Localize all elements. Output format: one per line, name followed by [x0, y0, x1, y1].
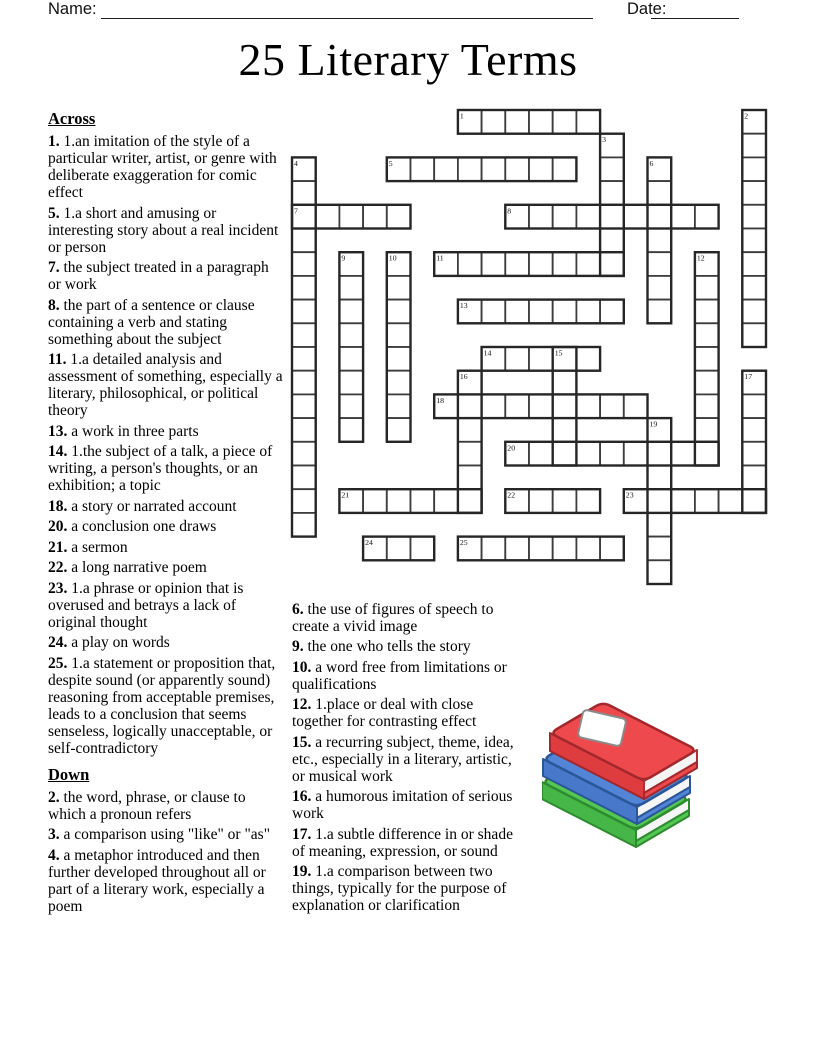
clue-number-8: 8 [507, 206, 512, 216]
grid-cell[interactable] [600, 442, 624, 466]
grid-cell[interactable] [529, 489, 553, 513]
grid-cell[interactable] [553, 442, 577, 466]
grid-cell[interactable] [742, 323, 766, 347]
page-title: 25 Literary Terms [238, 34, 578, 85]
clue-number-3: 3 [602, 135, 607, 145]
grid-cell[interactable] [671, 489, 695, 513]
grid-cell[interactable] [292, 394, 316, 418]
grid-cell[interactable] [339, 371, 363, 395]
grid-cell[interactable] [695, 394, 719, 418]
grid-cell[interactable] [742, 489, 766, 513]
grid-cell[interactable] [363, 205, 387, 229]
grid-cell[interactable] [292, 466, 316, 490]
grid-cell[interactable] [695, 418, 719, 442]
grid-cell[interactable] [742, 205, 766, 229]
grid-cell[interactable] [695, 371, 719, 395]
clue-item-11: 11. 1.a detailed analysis and assessment of something, especially a literary, philosophical, or political theory [48, 351, 283, 419]
clues-column-middle [292, 597, 526, 918]
clue-item-15: 15. a recurring subject, theme, idea, etc., especially in a literary, artistic, or musical work [292, 733, 514, 785]
grid-cell[interactable] [339, 347, 363, 371]
clue-number-19: 19 [649, 419, 658, 429]
clue-number-13: 13 [459, 301, 468, 311]
grid-cell[interactable] [553, 418, 577, 442]
grid-cell[interactable] [482, 394, 506, 418]
grid-cell[interactable] [363, 489, 387, 513]
clue-number-7: 7 [294, 206, 298, 216]
grid-cell[interactable] [742, 157, 766, 181]
clue-item-23: 23. 1.a phrase or opinion that is overused and betrays a lack of original thought [48, 579, 244, 631]
name-blank-line[interactable] [101, 3, 593, 19]
grid-cell[interactable] [553, 300, 577, 324]
grid-cell[interactable] [482, 252, 506, 276]
grid-cell[interactable] [339, 418, 363, 442]
grid-cell[interactable] [576, 110, 600, 134]
clue-item-19: 19. 1.a comparison between two things, typically for the purpose of explanation or clarification [292, 863, 507, 914]
grid-cell[interactable] [411, 489, 435, 513]
grid-cell[interactable] [600, 394, 624, 418]
grid-cell[interactable] [505, 252, 529, 276]
grid-cell[interactable] [742, 229, 766, 253]
grid-cell[interactable] [482, 300, 506, 324]
clue-number-25: 25 [459, 538, 468, 548]
grid-cell[interactable] [505, 394, 529, 418]
grid-cell[interactable] [339, 323, 363, 347]
grid-cell[interactable] [648, 252, 672, 276]
grid-cell[interactable] [434, 157, 458, 181]
grid-cell[interactable] [292, 181, 316, 205]
date-blank-line[interactable] [651, 3, 739, 19]
grid-cell[interactable] [742, 394, 766, 418]
grid-cell[interactable] [648, 205, 672, 229]
grid-cell[interactable] [695, 276, 719, 300]
grid-cell[interactable] [576, 205, 600, 229]
grid-cell[interactable] [553, 537, 577, 561]
grid-cell[interactable] [505, 347, 529, 371]
clue-number-1: 1 [459, 111, 464, 121]
grid-cell[interactable] [648, 466, 672, 490]
grid-cell[interactable] [458, 394, 482, 418]
grid-cell[interactable] [529, 394, 553, 418]
clue-number-23: 23 [625, 490, 634, 500]
grid-cell[interactable] [695, 489, 719, 513]
grid-cell[interactable] [695, 300, 719, 324]
grid-cell[interactable] [387, 394, 411, 418]
clue-number-6: 6 [649, 158, 654, 168]
grid-cell[interactable] [458, 442, 482, 466]
across-clues [48, 133, 284, 757]
clue-item-25: 25. 1.a statement or proposition that, despite sound (or apparently sound) reasoning from acceptable premises, leads to a conclusion that seems senseless, logically unacceptable, or self-contradictory [48, 654, 276, 757]
grid-cell[interactable] [292, 229, 316, 253]
clue-item-14: 14. 1.the subject of a talk, a piece of writing, a person's thoughts, or an exhibition; a topic [48, 443, 273, 494]
grid-cell[interactable] [292, 371, 316, 395]
clue-number-11: 11 [436, 253, 444, 263]
across-heading: Across [48, 109, 96, 128]
grid-cell[interactable] [624, 205, 648, 229]
clue-number-12: 12 [696, 253, 705, 263]
grid-cell[interactable] [387, 537, 411, 561]
clue-item-21: 21. a sermon [48, 538, 128, 556]
grid-cell[interactable] [292, 442, 316, 466]
grid-cell[interactable] [458, 418, 482, 442]
grid-cell[interactable] [600, 181, 624, 205]
grid-cell[interactable] [600, 157, 624, 181]
clue-item-13: 13. a work in three parts [48, 422, 199, 440]
grid-cell[interactable] [624, 394, 648, 418]
clue-item-6: 6. the use of figures of speech to create a vivid image [292, 600, 494, 635]
grid-cell[interactable] [458, 252, 482, 276]
grid-cell[interactable] [292, 347, 316, 371]
grid-cell[interactable] [292, 418, 316, 442]
grid-cell[interactable] [648, 513, 672, 537]
grid-cell[interactable] [529, 252, 553, 276]
grid-cell[interactable] [482, 110, 506, 134]
grid-cell[interactable] [624, 442, 648, 466]
grid-cell[interactable] [742, 418, 766, 442]
grid-cell[interactable] [529, 157, 553, 181]
grid-cell[interactable] [742, 300, 766, 324]
grid-cell[interactable] [600, 537, 624, 561]
grid-cell[interactable] [742, 276, 766, 300]
grid-cell[interactable] [292, 323, 316, 347]
grid-cell[interactable] [529, 300, 553, 324]
grid-cell[interactable] [434, 489, 458, 513]
clue-item-18: 18. a story or narrated account [48, 497, 237, 515]
clue-item-4: 4. a metaphor introduced and then further developed throughout all or part of a literary work, especially a poem [48, 846, 266, 915]
clue-number-24: 24 [365, 538, 373, 548]
grid-cell[interactable] [411, 157, 435, 181]
grid-cell[interactable] [695, 442, 719, 466]
grid-cell[interactable] [742, 134, 766, 158]
grid-cell[interactable] [505, 300, 529, 324]
grid-cell[interactable] [553, 110, 577, 134]
grid-cell[interactable] [671, 205, 695, 229]
clue-item-8: 8. the part of a sentence or clause containing a verb and stating something about the subject [48, 296, 255, 348]
grid-cell[interactable] [387, 276, 411, 300]
clue-item-2: 2. the word, phrase, or clause to which a pronoun refers [48, 788, 246, 823]
grid-cell[interactable] [505, 110, 529, 134]
grid-cell[interactable] [576, 300, 600, 324]
grid-cell[interactable] [553, 371, 577, 395]
grid-cell[interactable] [695, 205, 719, 229]
clue-number-14: 14 [483, 348, 492, 358]
grid-cell[interactable] [648, 181, 672, 205]
date-label: Date: [627, 0, 667, 18]
clue-number-17: 17 [744, 372, 753, 382]
clue-number-15: 15 [554, 348, 563, 358]
clue-item-7: 7. the subject treated in a paragraph or work [48, 259, 269, 293]
grid-cell[interactable] [529, 537, 553, 561]
grid-cell[interactable] [576, 394, 600, 418]
clue-item-3: 3. a comparison using "like" or "as" [48, 826, 271, 843]
grid-cell[interactable] [553, 394, 577, 418]
grid-cell[interactable] [553, 157, 577, 181]
grid-cell[interactable] [292, 252, 316, 276]
grid-cell[interactable] [387, 205, 411, 229]
grid-cell[interactable] [529, 205, 553, 229]
grid-cell[interactable] [505, 157, 529, 181]
clue-number-4: 4 [294, 158, 298, 168]
grid-cell[interactable] [742, 466, 766, 490]
grid-cell[interactable] [695, 347, 719, 371]
grid-cell[interactable] [576, 252, 600, 276]
grid-cell[interactable] [339, 205, 363, 229]
grid-cell[interactable] [482, 157, 506, 181]
grid-cell[interactable] [600, 300, 624, 324]
grid-cell[interactable] [576, 442, 600, 466]
name-label: Name: [48, 0, 97, 18]
grid-cell[interactable] [742, 252, 766, 276]
clue-number-9: 9 [341, 253, 346, 263]
clue-item-17: 17. 1.a subtle difference in or shade of meaning, expression, or sound [292, 825, 513, 860]
down-clues-col2 [292, 601, 526, 915]
grid-cell[interactable] [339, 300, 363, 324]
grid-cell[interactable] [387, 300, 411, 324]
down-heading: Down [48, 764, 90, 784]
grid-cell[interactable] [553, 489, 577, 513]
grid-cell[interactable] [292, 276, 316, 300]
grid-cell[interactable] [600, 205, 624, 229]
grid-cell[interactable] [387, 323, 411, 347]
clue-item-9: 9. the one who tells the story [292, 638, 471, 655]
grid-cell[interactable] [387, 347, 411, 371]
grid-cell[interactable] [458, 489, 482, 513]
crossword-grid[interactable] [290, 108, 768, 586]
grid-cell[interactable] [553, 252, 577, 276]
grid-cell[interactable] [648, 442, 672, 466]
grid-cell[interactable] [387, 371, 411, 395]
clue-number-2: 2 [744, 111, 749, 121]
grid-cell[interactable] [292, 300, 316, 324]
books-clipart [542, 692, 712, 850]
grid-cell[interactable] [339, 394, 363, 418]
grid-cell[interactable] [529, 347, 553, 371]
clue-item-10: 10. a word free from limitations or qualifications [292, 658, 507, 693]
down-clues-col1 [48, 789, 284, 915]
grid-cell[interactable] [576, 347, 600, 371]
grid-cell[interactable] [742, 181, 766, 205]
grid-cell[interactable] [482, 537, 506, 561]
grid-cell[interactable] [529, 110, 553, 134]
grid-cell[interactable] [316, 205, 340, 229]
grid-cell[interactable] [529, 442, 553, 466]
grid-cell[interactable] [576, 537, 600, 561]
grid-cell[interactable] [600, 229, 624, 253]
grid-cell[interactable] [719, 489, 743, 513]
clue-number-18: 18 [436, 395, 444, 405]
clue-number-22: 22 [507, 490, 516, 500]
clue-item-16: 16. a humorous imitation of serious work [292, 788, 513, 822]
clue-number-5: 5 [388, 158, 393, 168]
clue-item-12: 12. 1.place or deal with close together for contrasting effect [292, 696, 477, 730]
clue-item-5: 5. 1.a short and amusing or interesting story about a real incident or person [48, 204, 279, 256]
grid-cell[interactable] [742, 442, 766, 466]
clue-item-22: 22. a long narrative poem [48, 559, 207, 576]
grid-cell[interactable] [671, 442, 695, 466]
grid-cell[interactable] [648, 560, 672, 584]
grid-cell[interactable] [387, 418, 411, 442]
clue-item-1: 1. 1.an imitation of the style of a particular writer, artist, or genre with deliberate exaggeration for comic effect [48, 133, 277, 201]
grid-cell[interactable] [648, 276, 672, 300]
grid-cell[interactable] [505, 537, 529, 561]
grid-cell[interactable] [648, 229, 672, 253]
clue-number-10: 10 [388, 253, 397, 263]
grid-cell[interactable] [576, 489, 600, 513]
grid-cell[interactable] [339, 276, 363, 300]
grid-cell[interactable] [387, 489, 411, 513]
grid-cell[interactable] [648, 300, 672, 324]
grid-cell[interactable] [600, 252, 624, 276]
grid-cell[interactable] [553, 205, 577, 229]
clue-number-21: 21 [341, 490, 350, 500]
grid-cell[interactable] [695, 323, 719, 347]
grid-cell[interactable] [458, 157, 482, 181]
clue-number-20: 20 [507, 443, 516, 453]
grid-cell[interactable] [411, 537, 435, 561]
clues-column-left [48, 110, 284, 918]
grid-cell[interactable] [458, 466, 482, 490]
grid-cell[interactable] [648, 537, 672, 561]
grid-cell[interactable] [292, 513, 316, 537]
clue-number-16: 16 [459, 372, 468, 382]
clue-item-20: 20. a conclusion one draws [48, 518, 217, 535]
clue-item-24: 24. a play on words [48, 634, 170, 651]
grid-cell[interactable] [648, 489, 672, 513]
grid-cell[interactable] [292, 489, 316, 513]
